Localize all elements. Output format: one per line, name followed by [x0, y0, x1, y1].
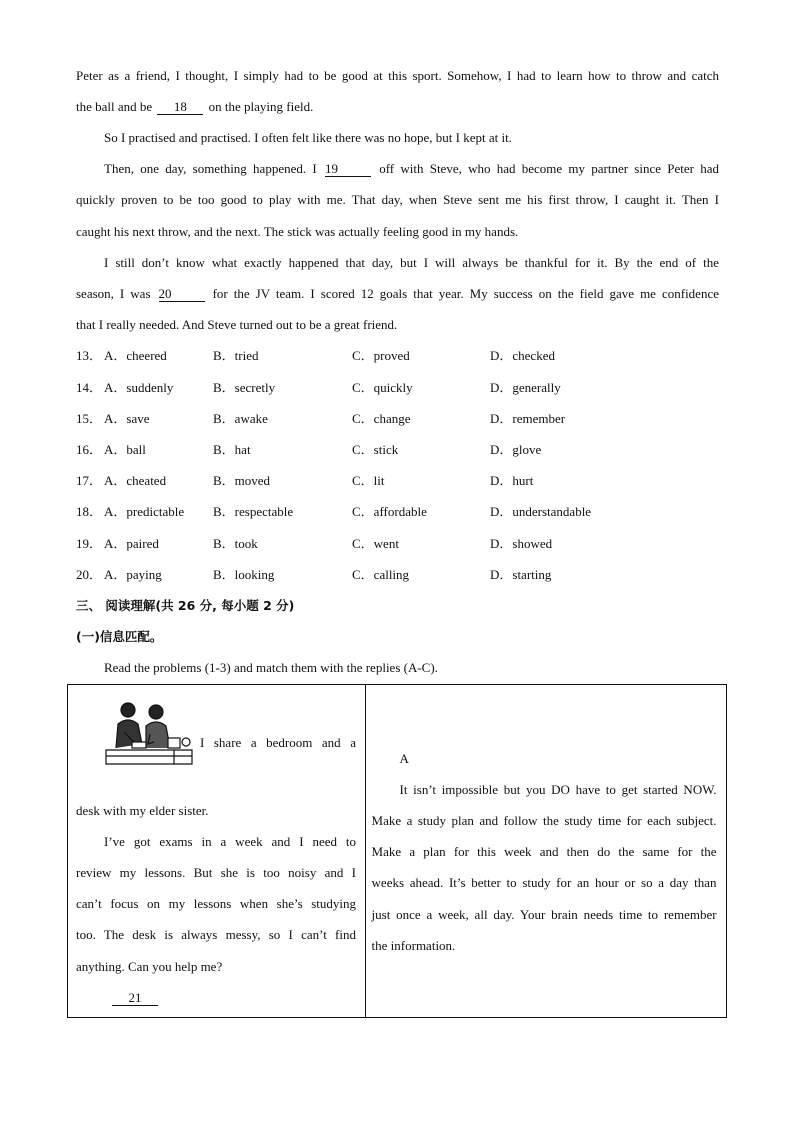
- reply-line: the information.: [371, 938, 456, 953]
- reply-line: It isn’t impossible but you DO have to get started NOW.: [399, 782, 717, 797]
- blank-19: 19: [325, 162, 371, 177]
- passage-line: the ball and be 18 on the playing field.: [76, 99, 314, 114]
- section-subtitle: (一)信息匹配。: [76, 629, 163, 644]
- option-b: B．hat: [213, 442, 251, 457]
- option-d: D．understandable: [490, 504, 592, 519]
- blank-20: 20: [159, 287, 205, 302]
- answer-blank-21: 21: [110, 988, 160, 1008]
- problem-line: I’ve got exams in a week and I need to: [104, 834, 356, 849]
- reply-label: A: [399, 751, 409, 766]
- option-d: D．showed: [490, 536, 553, 551]
- option-c: C．change: [352, 411, 411, 426]
- problem-line: anything. Can you help me?: [76, 959, 223, 974]
- problem-cell: [68, 685, 366, 1018]
- problem-line: too. The desk is always messy, so I can’t find: [76, 927, 356, 942]
- option-c: C．calling: [352, 567, 410, 582]
- option-b: B．secretly: [213, 380, 276, 395]
- passage-line: caught his next throw, and the next. The stick was actually feeling good in my hands.: [76, 224, 519, 239]
- option-b: B．respectable: [213, 504, 294, 519]
- option-b: B．looking: [213, 567, 275, 582]
- option-a: A．cheered: [104, 348, 167, 363]
- passage-line: Peter as a friend, I thought, I simply had to be good at this sport. Somehow, I had to learn how to throw and catch: [76, 68, 719, 83]
- option-c: C．went: [352, 536, 399, 551]
- blank-18: 18: [157, 100, 203, 115]
- students-studying-illustration: [104, 698, 196, 768]
- section-title: 三、 阅读理解(共 26 分, 每小题 2 分): [76, 598, 295, 613]
- option-row-17: 17． A．cheated B．moved C．lit D．hurt: [76, 471, 736, 491]
- option-a: A．suddenly: [104, 380, 174, 395]
- option-d: D．hurt: [490, 473, 534, 488]
- reply-line: Make a plan for this week and then do the same for the: [371, 844, 717, 859]
- matching-table: [67, 684, 727, 1018]
- option-c: C．lit: [352, 473, 385, 488]
- reply-line: just once a week, all day. Your brain needs time to remember: [371, 907, 717, 922]
- option-a: A．predictable: [104, 504, 185, 519]
- option-c: C．stick: [352, 442, 399, 457]
- option-a: A．cheated: [104, 473, 167, 488]
- problem-line: review my lessons. But she is too noisy and I: [76, 865, 356, 880]
- option-a: A．paired: [104, 536, 159, 551]
- option-b: B．took: [213, 536, 258, 551]
- option-row-20: 20． A．paying B．looking C．calling D．starting: [76, 565, 736, 585]
- passage-line: quickly proven to be too good to play with me. That day, when Steve sent me his first throw, I caught it. Then I: [76, 192, 719, 207]
- option-b: B．awake: [213, 411, 268, 426]
- passage-line: So I practised and practised. I often felt like there was no hope, but I kept at it.: [104, 130, 512, 145]
- option-b: B．moved: [213, 473, 271, 488]
- option-b: B．tried: [213, 348, 259, 363]
- passage-line: Then, one day, something happened. I 19 off with Steve, who had become my partner since Peter had: [104, 161, 719, 176]
- option-a: A．paying: [104, 567, 162, 582]
- option-row-16: 16． A．ball B．hat C．stick D．glove: [76, 440, 736, 460]
- problem-line: I share a bedroom and a: [200, 735, 356, 750]
- option-d: D．glove: [490, 442, 542, 457]
- option-a: A．ball: [104, 442, 146, 457]
- option-row-14: 14． A．suddenly B．secretly C．quickly D．generally: [76, 378, 736, 398]
- option-c: C．quickly: [352, 380, 413, 395]
- option-row-15: 15． A．save B．awake C．change D．remember: [76, 409, 736, 429]
- passage-line: season, I was 20 for the JV team. I scored 12 goals that year. My success on the field gave me confidence: [76, 286, 719, 301]
- option-row-13: 13． A．cheered B．tried C．proved D．checked: [76, 346, 736, 366]
- option-d: D．generally: [490, 380, 561, 395]
- reply-line: Make a study plan and follow the study time for each subject.: [371, 813, 717, 828]
- option-row-18: 18． A．predictable B．respectable C．affordable D．understandable: [76, 502, 736, 522]
- option-a: A．save: [104, 411, 150, 426]
- passage-line: I still don’t know what exactly happened that day, but I will always be thankful for it. By the end of the: [104, 255, 719, 270]
- option-row-19: 19． A．paired B．took C．went D．showed: [76, 534, 736, 554]
- problem-line: can’t focus on my lessons when she’s studying: [76, 896, 356, 911]
- reply-line: weeks ahead. It’s better to study for an hour or so a day than: [371, 875, 717, 890]
- reply-cell: [365, 685, 726, 1018]
- option-d: D．checked: [490, 348, 555, 363]
- option-d: D．remember: [490, 411, 566, 426]
- option-d: D．starting: [490, 567, 552, 582]
- option-c: C．proved: [352, 348, 410, 363]
- problem-line: desk with my elder sister.: [76, 803, 209, 818]
- option-c: C．affordable: [352, 504, 427, 519]
- passage-line: that I really needed. And Steve turned out to be a great friend.: [76, 317, 398, 332]
- instruction: Read the problems (1-3) and match them with the replies (A-C).: [104, 660, 438, 675]
